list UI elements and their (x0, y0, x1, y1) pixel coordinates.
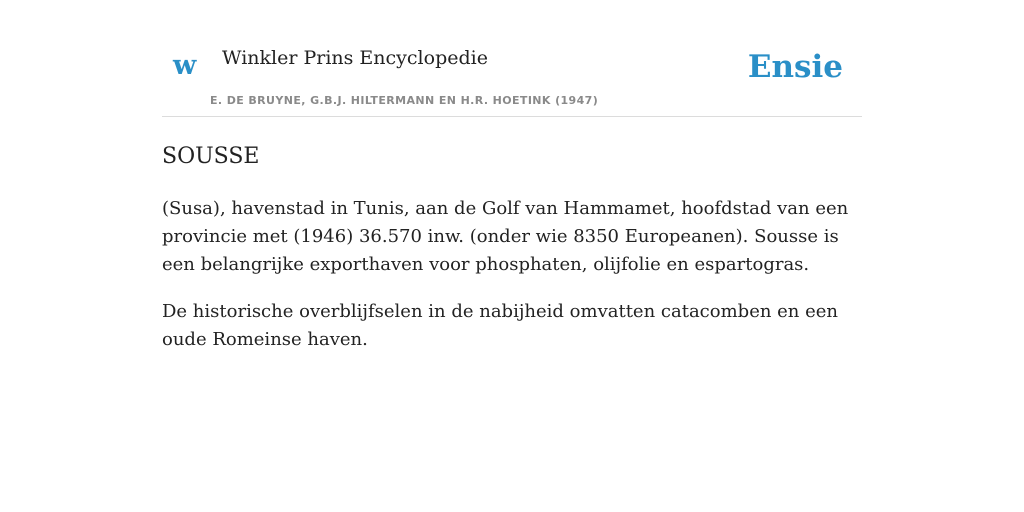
header (162, 0, 862, 117)
ensie-logo[interactable]: Ensie (747, 49, 843, 85)
encyclopedia-logo[interactable]: w (173, 50, 197, 81)
encyclopedia-title[interactable]: Winkler Prins Encyclopedie (222, 47, 488, 69)
authors-line: E. DE BRUYNE, G.B.J. HILTERMANN EN H.R. HOETINK (1947) (210, 94, 599, 107)
page (162, 0, 862, 354)
entry-title: SOUSSE (162, 144, 260, 169)
entry-paragraph: (Susa), havenstad in Tunis, aan de Golf van Hammamet, hoofdstad van een provincie met (1946) 36.570 inw. (onder wie 8350 Europeanen). Sousse is een belangrijke exporthaven voor phosphaten, olijfolie en espartogras. (162, 198, 849, 275)
entry-paragraph: De historische overblijfselen in de nabijheid omvatten catacomben en een oude Romeinse haven. (162, 301, 839, 350)
